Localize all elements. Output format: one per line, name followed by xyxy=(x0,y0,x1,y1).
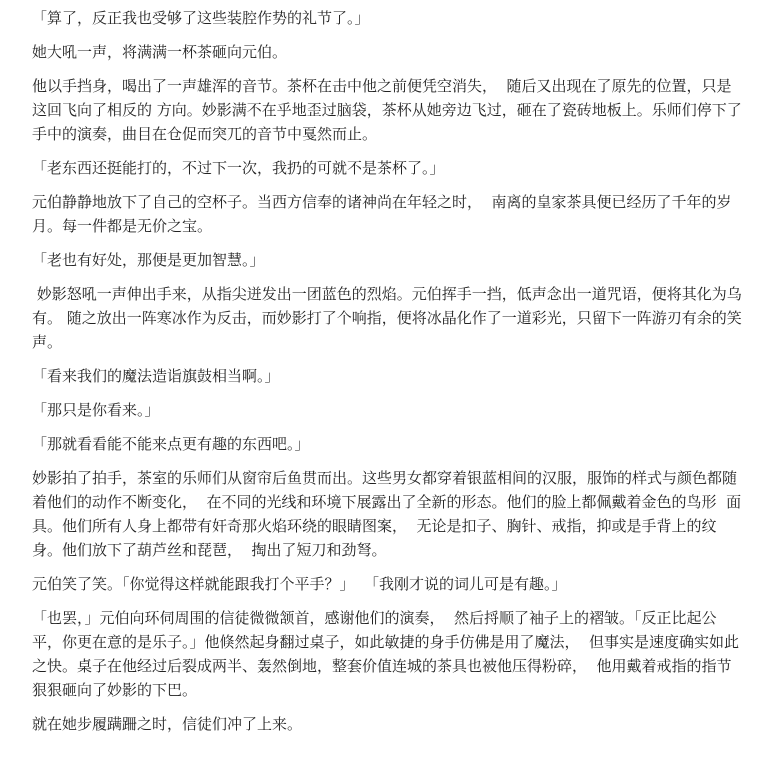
paragraph: 「看来我们的魔法造诣旗鼓相当啊。」 xyxy=(32,367,280,385)
paragraph: 「也罢，」元伯向环伺周围的信徒微微颔首，感谢他们的演奏， 然后捋顺了袖子上的褶皱。「反正比起公平，你更在意的是乐子。」他倏然起身翻过桌子，如此敏捷的身手仿佛是用了魔法， 但事实是速度确实如此之快。桌子在他经过后裂成两半、轰然倒地，整套价值连城的茶具也被他压得粉碎， 他用戴着戒指的指节狠狠砸向了妙影的下巴。 xyxy=(32,609,740,699)
paragraph: 妙影拍了拍手，茶室的乐师们从窗帘后鱼贯而出。这些男女都穿着银蓝相间的汉服，服饰的样式与颜色都随着他们的动作不断变化， 在不同的光线和环境下展露出了全新的形态。他们的脸上都佩戴着金色的鸟形 面具。他们所有人身上都带有奸奇那火焰环绕的眼睛图案， 无论是扣子、胸针、戒指，抑或是手背上的纹身。他们放下了葫芦丝和琵琶， 掏出了短刀和劲弩。 xyxy=(32,469,742,559)
paragraph: 妙影怒吼一声伸出手来，从指尖迸发出一团蓝色的烈焰。元伯挥手一挡，低声念出一道咒语，便将其化为乌有。 随之放出一阵寒冰作为反击，而妙影打了个响指，便将冰晶化作了一道彩光，只留下一阵游刃有余的笑声。 xyxy=(32,285,742,351)
paragraph: 元伯静静地放下了自己的空杯子。当西方信奉的诸神尚在年轻之时， 南离的皇家茶具便已经历了千年的岁月。每一件都是无价之宝。 xyxy=(32,193,732,235)
paragraph: 她大吼一声，将满满一杯茶砸向元伯。 xyxy=(32,43,288,61)
paragraph: 「老也有好处，那便是更加智慧。」 xyxy=(32,251,265,269)
paragraph: 元伯笑了笑。「你觉得这样就能跟我打个平手？」 「我刚才说的词儿可是有趣。」 xyxy=(32,575,567,593)
paragraph: 「算了，反正我也受够了这些装腔作势的礼节了。」 xyxy=(32,9,370,27)
article-body xyxy=(32,6,744,746)
paragraph: 「老东西还挺能打的，不过下一次，我扔的可就不是茶杯了。」 xyxy=(32,159,445,177)
paragraph: 就在她步履蹒跚之时，信徒们冲了上来。 xyxy=(32,715,303,733)
paragraph: 「那只是你看来。」 xyxy=(32,401,160,419)
paragraph: 他以手挡身，喝出了一声雄浑的音节。茶杯在击中他之前便凭空消失， 随后又出现在了原先的位置，只是这回飞向了相反的 方向。妙影满不在乎地歪过脑袋，茶杯从她旁边飞过，砸在了瓷砖地板上。乐师们停下了手中的演奏，曲目在仓促而突兀的音节中戛然而止。 xyxy=(32,77,742,143)
paragraph: 「那就看看能不能来点更有趣的东西吧。」 xyxy=(32,435,310,453)
